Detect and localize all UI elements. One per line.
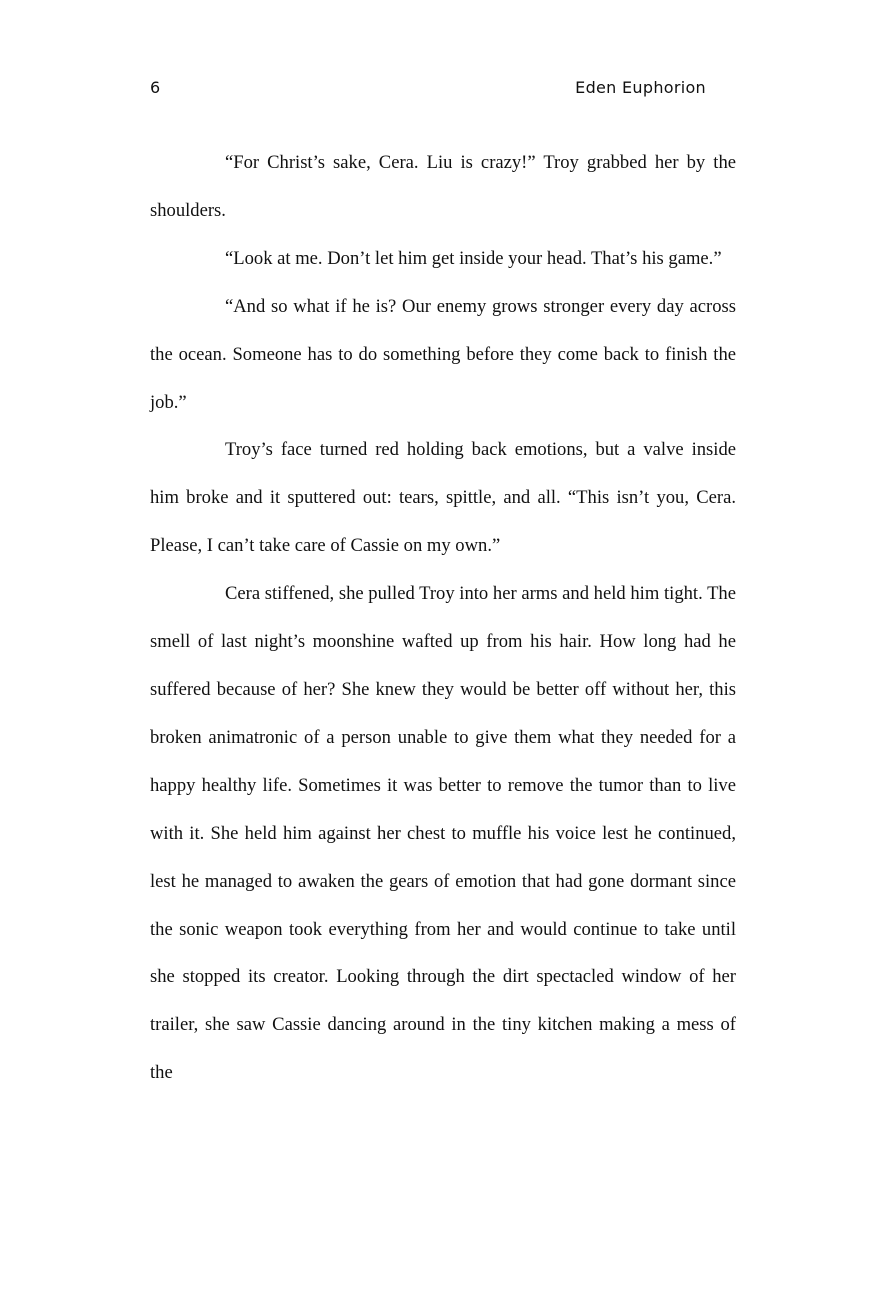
paragraph: Cera stiffened, she pulled Troy into her arms and held him tight. The smell of last night’s moonshine wafted up from his hair. How long had he suffered because of her? She knew they would be better off without her, this broken animatronic of a person unable to give them what they needed for a happy healthy life. Sometimes it was better to remove the tumor than to live with it. She held him against her chest to muffle his voice lest he continued, lest he managed to awaken the gears of emotion that had gone dormant since the sonic weapon took everything from her and would continue to take until she stopped its creator. Looking through the dirt spectacled window of her trailer, she saw Cassie dancing around in the tiny kitchen making a mess of the <box>150 583 736 1084</box>
page-header <box>150 78 706 102</box>
page-body <box>150 139 736 1097</box>
paragraph: Troy’s face turned red holding back emotions, but a valve inside him broke and it sputtered out: tears, spittle, and all. “This isn’t you, Cera. Please, I can’t take care of Cassie on my own.” <box>150 439 736 557</box>
paragraph: “And so what if he is? Our enemy grows stronger every day across the ocean. Someone has to do something before they come back to finish the job.” <box>150 295 736 413</box>
paragraph: “For Christ’s sake, Cera. Liu is crazy!” Troy grabbed her by the shoulders. <box>150 152 736 221</box>
paragraph: “Look at me. Don’t let him get inside your head. That’s his game.” <box>225 247 722 269</box>
page-number: 6 <box>150 78 161 97</box>
running-title: Eden Euphorion <box>575 78 706 97</box>
